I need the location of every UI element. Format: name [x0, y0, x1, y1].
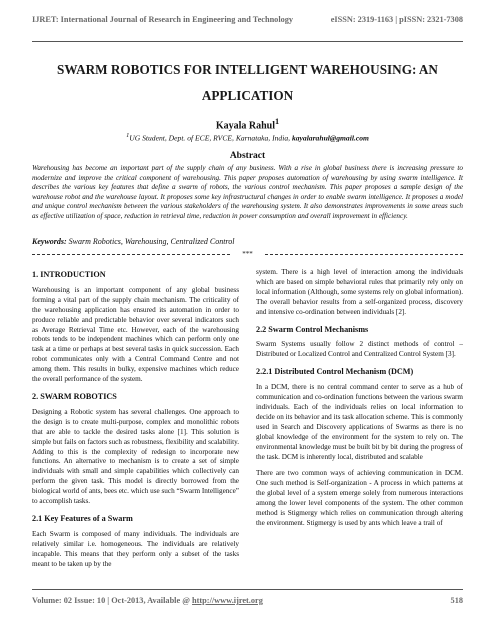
footer-volume	[32, 596, 263, 605]
subsection-heading-control-mechanisms: 2.2 Swarm Control Mechanisms	[256, 324, 369, 334]
running-header	[32, 15, 463, 31]
author-superscript: 1	[275, 117, 280, 126]
paper-title: SWARM ROBOTICS FOR INTELLIGENT WAREHOUSING: AN APPLICATION	[57, 62, 438, 103]
affiliation-superscript: 1	[126, 132, 130, 139]
paragraph: There are two common ways of achieving communication in DCM. One such method is Self-organization - A process in which patterns at the global level of a system emerge solely from numerous interactions among the lower level components of the system. The other common method is Stigmergy which relies on communication through altering the environment. Stigmergy is used by ants which leave a trail of	[256, 469, 463, 527]
paragraph: Designing a Robotic system has several challenges. One approach to the design is to create multi-purpose, complex and monolithic robots that are able to tackle the desired tasks alone [1]. This solution is simple but fails on factors such as robustness, flexibility and scalability. Adding to this is the complexity of redesign to incorporate new functions. An alternative to mechanism is to create a set of simple individuals with small and simple capabilities which collectively can perform the given task. This model is directly borrowed from the biological world of ants, bees etc. which use such “Swarm Intelligence” to accomplish tasks.	[32, 407, 239, 506]
separator-stars: ***	[242, 250, 253, 258]
author-email: kayalarahul@gmail.com	[291, 133, 369, 143]
paragraph: In a DCM, there is no central command center to serve as a hub of communication and co-ordination functions between the various swarm individuals. Each of the individuals relies on local information to decide on its behavior and its task allocation scheme. This is commonly used in Search and Discovery applications of Swarms as there is no global knowledge of the environment for the system to rely on. The environmental knowledge must be built bit by bit during the progress of the task. DCM is inherently local, distributed and scalable	[256, 383, 463, 461]
section-heading-introduction: 1. INTRODUCTION	[32, 270, 106, 279]
section-heading-swarm-robotics: 2. SWARM ROBOTICS	[32, 391, 117, 401]
paragraph: system. There is a high level of interaction among the individuals which are based on simple behavioral rules that primarily rely only on local information (Although, some systems rely on global information). The overall behavior results from a self-organized process, discovery and intensive co-ordination between individuals [2].	[256, 268, 463, 316]
right-column	[256, 268, 463, 590]
page-number: 518	[450, 596, 463, 605]
journal-url-link[interactable]: http://www.ijret.org	[192, 596, 263, 605]
author-name: Kayala Rahul	[215, 120, 275, 132]
subsection-heading-dcm: 2.2.1 Distributed Control Mechanism (DCM)	[256, 367, 414, 377]
affiliation-text: UG Student, Dept. of ECE, RVCE, Karnataka, India,	[129, 133, 292, 143]
keywords	[32, 237, 463, 246]
footer-rule	[32, 589, 463, 590]
separator-line-right	[265, 254, 463, 255]
affiliation	[32, 132, 463, 143]
volume-text: Volume: 02 Issue: 10 | Oct-2013, Available @	[32, 596, 193, 605]
left-column	[32, 268, 239, 590]
issn-info: eISSN: 2319-1163 | pISSN: 2321-7308	[330, 15, 463, 24]
abstract-text: Warehousing has become an important part of the supply chain of any business. With a rise in global business there is increasing pressure to modernize and improve the critical component of warehousing. This paper proposes automation of warehousing by using swarm intelligence. It describes the various key features that define a swarm of robots, the various control mechanism. This paper proposes a sample design of the warehouse robot and the warehouse layout. It proposes some key infrastructural changes in order to enable swarm intelligence. It proposes a model and unique control mechanism between the various stakeholders of the warehousing system. It also demonstrates improvements in some areas such as effective utilization of space, reduction in retrieval time, reduction in power consumption and overall improvement in efficiency.	[32, 164, 463, 220]
keywords-label: Keywords:	[32, 237, 67, 246]
separator-line-left	[32, 254, 230, 255]
author-line	[32, 117, 463, 131]
paragraph: Each Swarm is composed of many individuals. The individuals are relatively similar i.e. homogeneous. The individuals are relatively incapable. This means that they perform only a subset of the tasks meant to be taken up by the	[32, 529, 239, 568]
paragraph: Warehousing is an important component of any global business forming a vital part of the supply chain mechanism. The criticality of the warehousing application has ensured its automation in order to produce reliable and predictable behavior over several indicators such as Average Retrieval Time etc. However, each of the warehousing robots tends to be independent machines which can perform only one task at a time or perhaps at best several tasks in quick succession. Each robot communicates only with a Central Command Centre and not among them. This results in bulky, expensive machines which reduce the overall performance of the system.	[32, 285, 239, 384]
paragraph: Swarm Systems usually follow 2 distinct methods of control – Distributed or Localized Control and Centralized Control System [3].	[256, 340, 463, 359]
subsection-heading-key-features: 2.1 Key Features of a Swarm	[32, 513, 133, 523]
section-separator	[32, 248, 463, 260]
header-rule	[32, 41, 463, 42]
journal-name: IJRET: International Journal of Research in Engineering and Technology	[32, 15, 294, 24]
keywords-text: Swarm Robotics, Warehousing, Centralized Control	[66, 237, 235, 246]
abstract-heading: Abstract	[229, 151, 266, 161]
